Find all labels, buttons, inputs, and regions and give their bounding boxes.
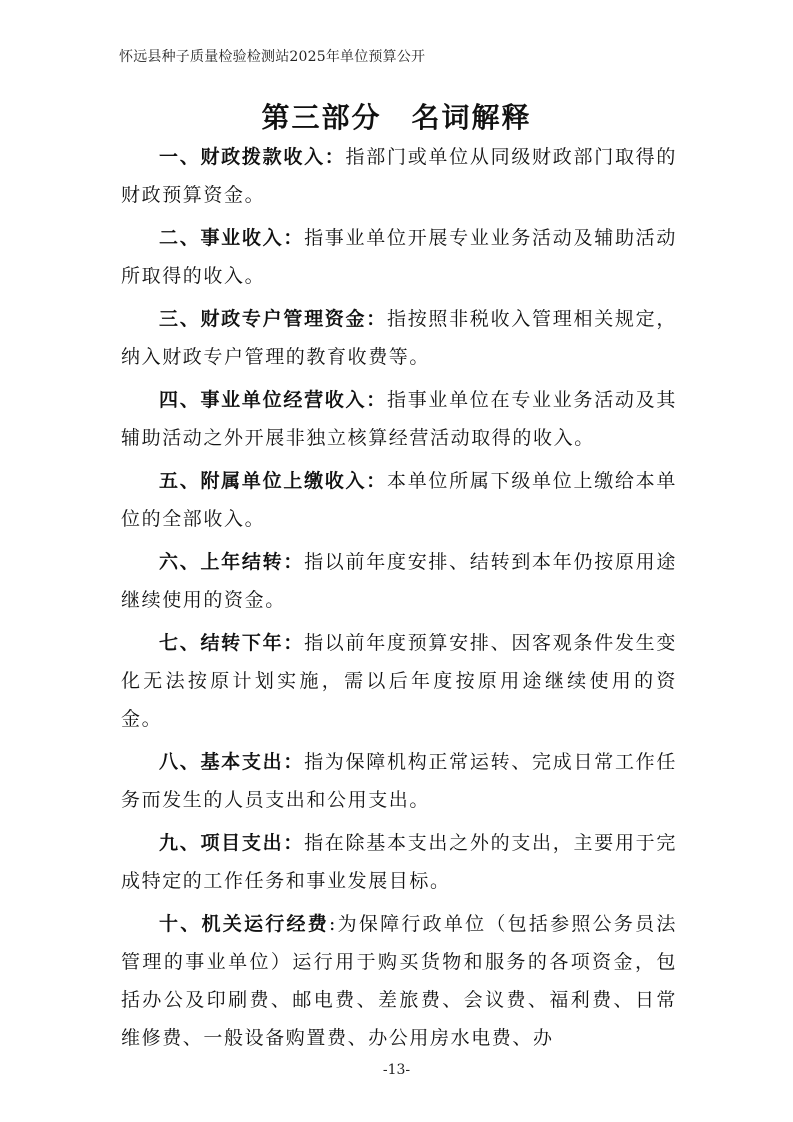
- glossary-definition: 指部门或单位从同级财政部门取得的财政预算资金。: [121, 146, 677, 206]
- glossary-entry: [121, 138, 677, 214]
- glossary-entry: [121, 624, 677, 738]
- glossary-term: 八、基本支出：: [159, 751, 305, 773]
- glossary-entry: [121, 905, 677, 1057]
- glossary-entry: [121, 543, 677, 619]
- section-title: 第三部分 名词解释: [261, 101, 532, 134]
- glossary-definition: 指以前年度预算安排、因客观条件发生变化无法按原计划实施，需以后年度按原用途继续使用的资金。: [121, 632, 677, 730]
- glossary-definition: 指按照非税收入管理相关规定，纳入财政专户管理的教育收费等。: [121, 308, 677, 368]
- glossary-term: 五、附属单位上缴收入：: [159, 470, 387, 492]
- glossary-entry: [121, 743, 677, 819]
- glossary-definition: 本单位所属下级单位上缴给本单位的全部收入。: [121, 470, 677, 530]
- glossary-entry: [121, 219, 677, 295]
- glossary-definition: 指事业单位开展专业业务活动及辅助活动所取得的收入。: [121, 227, 677, 287]
- glossary-entry: [121, 300, 677, 376]
- glossary-definition: 指以前年度安排、结转到本年仍按原用途继续使用的资金。: [121, 551, 677, 611]
- page-header: 怀远县种子质量检验检测站2025年单位预算公开: [119, 49, 426, 65]
- glossary-term: 七、结转下年：: [159, 632, 305, 654]
- page-number: -13-: [382, 1062, 411, 1078]
- glossary-entry: [121, 824, 677, 900]
- glossary-term: 十、机关运行经费: [159, 913, 329, 935]
- glossary-definition: 指为保障机构正常运转、完成日常工作任务而发生的人员支出和公用支出。: [121, 751, 677, 811]
- glossary-definition: :为保障行政单位（包括参照公务员法管理的事业单位）运行用于购买货物和服务的各项资金，包括办公及印刷费、邮电费、差旅费、会议费、福利费、日常维修费、一般设备购置费、办公用房水电费、办: [121, 913, 677, 1049]
- glossary-term: 一、财政拨款收入：: [159, 146, 346, 168]
- glossary-term: 六、上年结转：: [159, 551, 305, 573]
- glossary-term: 二、事业收入：: [159, 227, 305, 249]
- glossary-entry: [121, 462, 677, 538]
- glossary-term: 四、事业单位经营收入：: [159, 389, 387, 411]
- glossary-definition: 指在除基本支出之外的支出，主要用于完成特定的工作任务和事业发展目标。: [121, 832, 677, 892]
- glossary-definition: 指事业单位在专业业务活动及其辅助活动之外开展非独立核算经营活动取得的收入。: [121, 389, 677, 449]
- glossary-body: [121, 138, 677, 1062]
- glossary-term: 九、项目支出：: [159, 832, 305, 854]
- glossary-entry: [121, 381, 677, 457]
- glossary-term: 三、财政专户管理资金：: [159, 308, 387, 330]
